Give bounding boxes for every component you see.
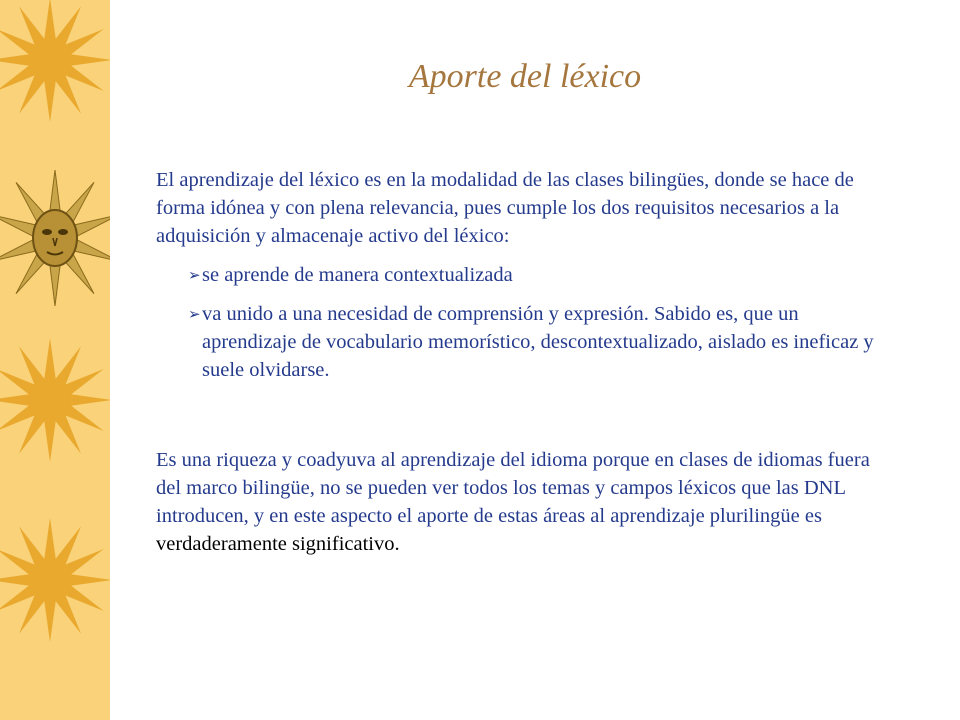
- closing-end: .: [394, 533, 400, 555]
- bullet-text: va unido a una necesidad de comprensión y expresión. Sabido es, que un aprendizaje de vocabulario memorístico, descontextualizado, aislado es ineficaz y suele olvidarse.: [202, 303, 874, 381]
- arrow-bullet-icon: ➢: [188, 266, 201, 284]
- sun-icon: [0, 0, 110, 642]
- arrow-bullet-icon: ➢: [188, 305, 201, 323]
- slide-body: [156, 166, 896, 558]
- bullet-item: [188, 261, 896, 289]
- intro-paragraph: El aprendizaje del léxico es en la modalidad de las clases bilingües, donde se hace de forma idónea y con plena relevancia, pues cumple los dos requisitos necesarios a la adquisición y almacenaje activo del léxico:: [156, 169, 854, 247]
- decorative-sidebar: [0, 0, 110, 720]
- closing-text: Es una riqueza y coadyuva al aprendizaje del idioma porque en clases de idiomas fuera del marco bilingüe, no se pueden ver todos los temas y campos léxicos que las DNL introducen, y en este aspecto el aporte de estas áreas al aprendizaje plurilingüe es: [156, 449, 870, 527]
- bullet-item: [188, 300, 896, 384]
- closing-paragraph: [156, 446, 896, 558]
- slide-title: Aporte del léxico: [408, 58, 642, 95]
- golden-sun-mask-icon: [0, 170, 110, 306]
- closing-highlight: verdaderamente significativo: [156, 533, 395, 555]
- bullet-text: se aprende de manera contextualizada: [202, 264, 513, 286]
